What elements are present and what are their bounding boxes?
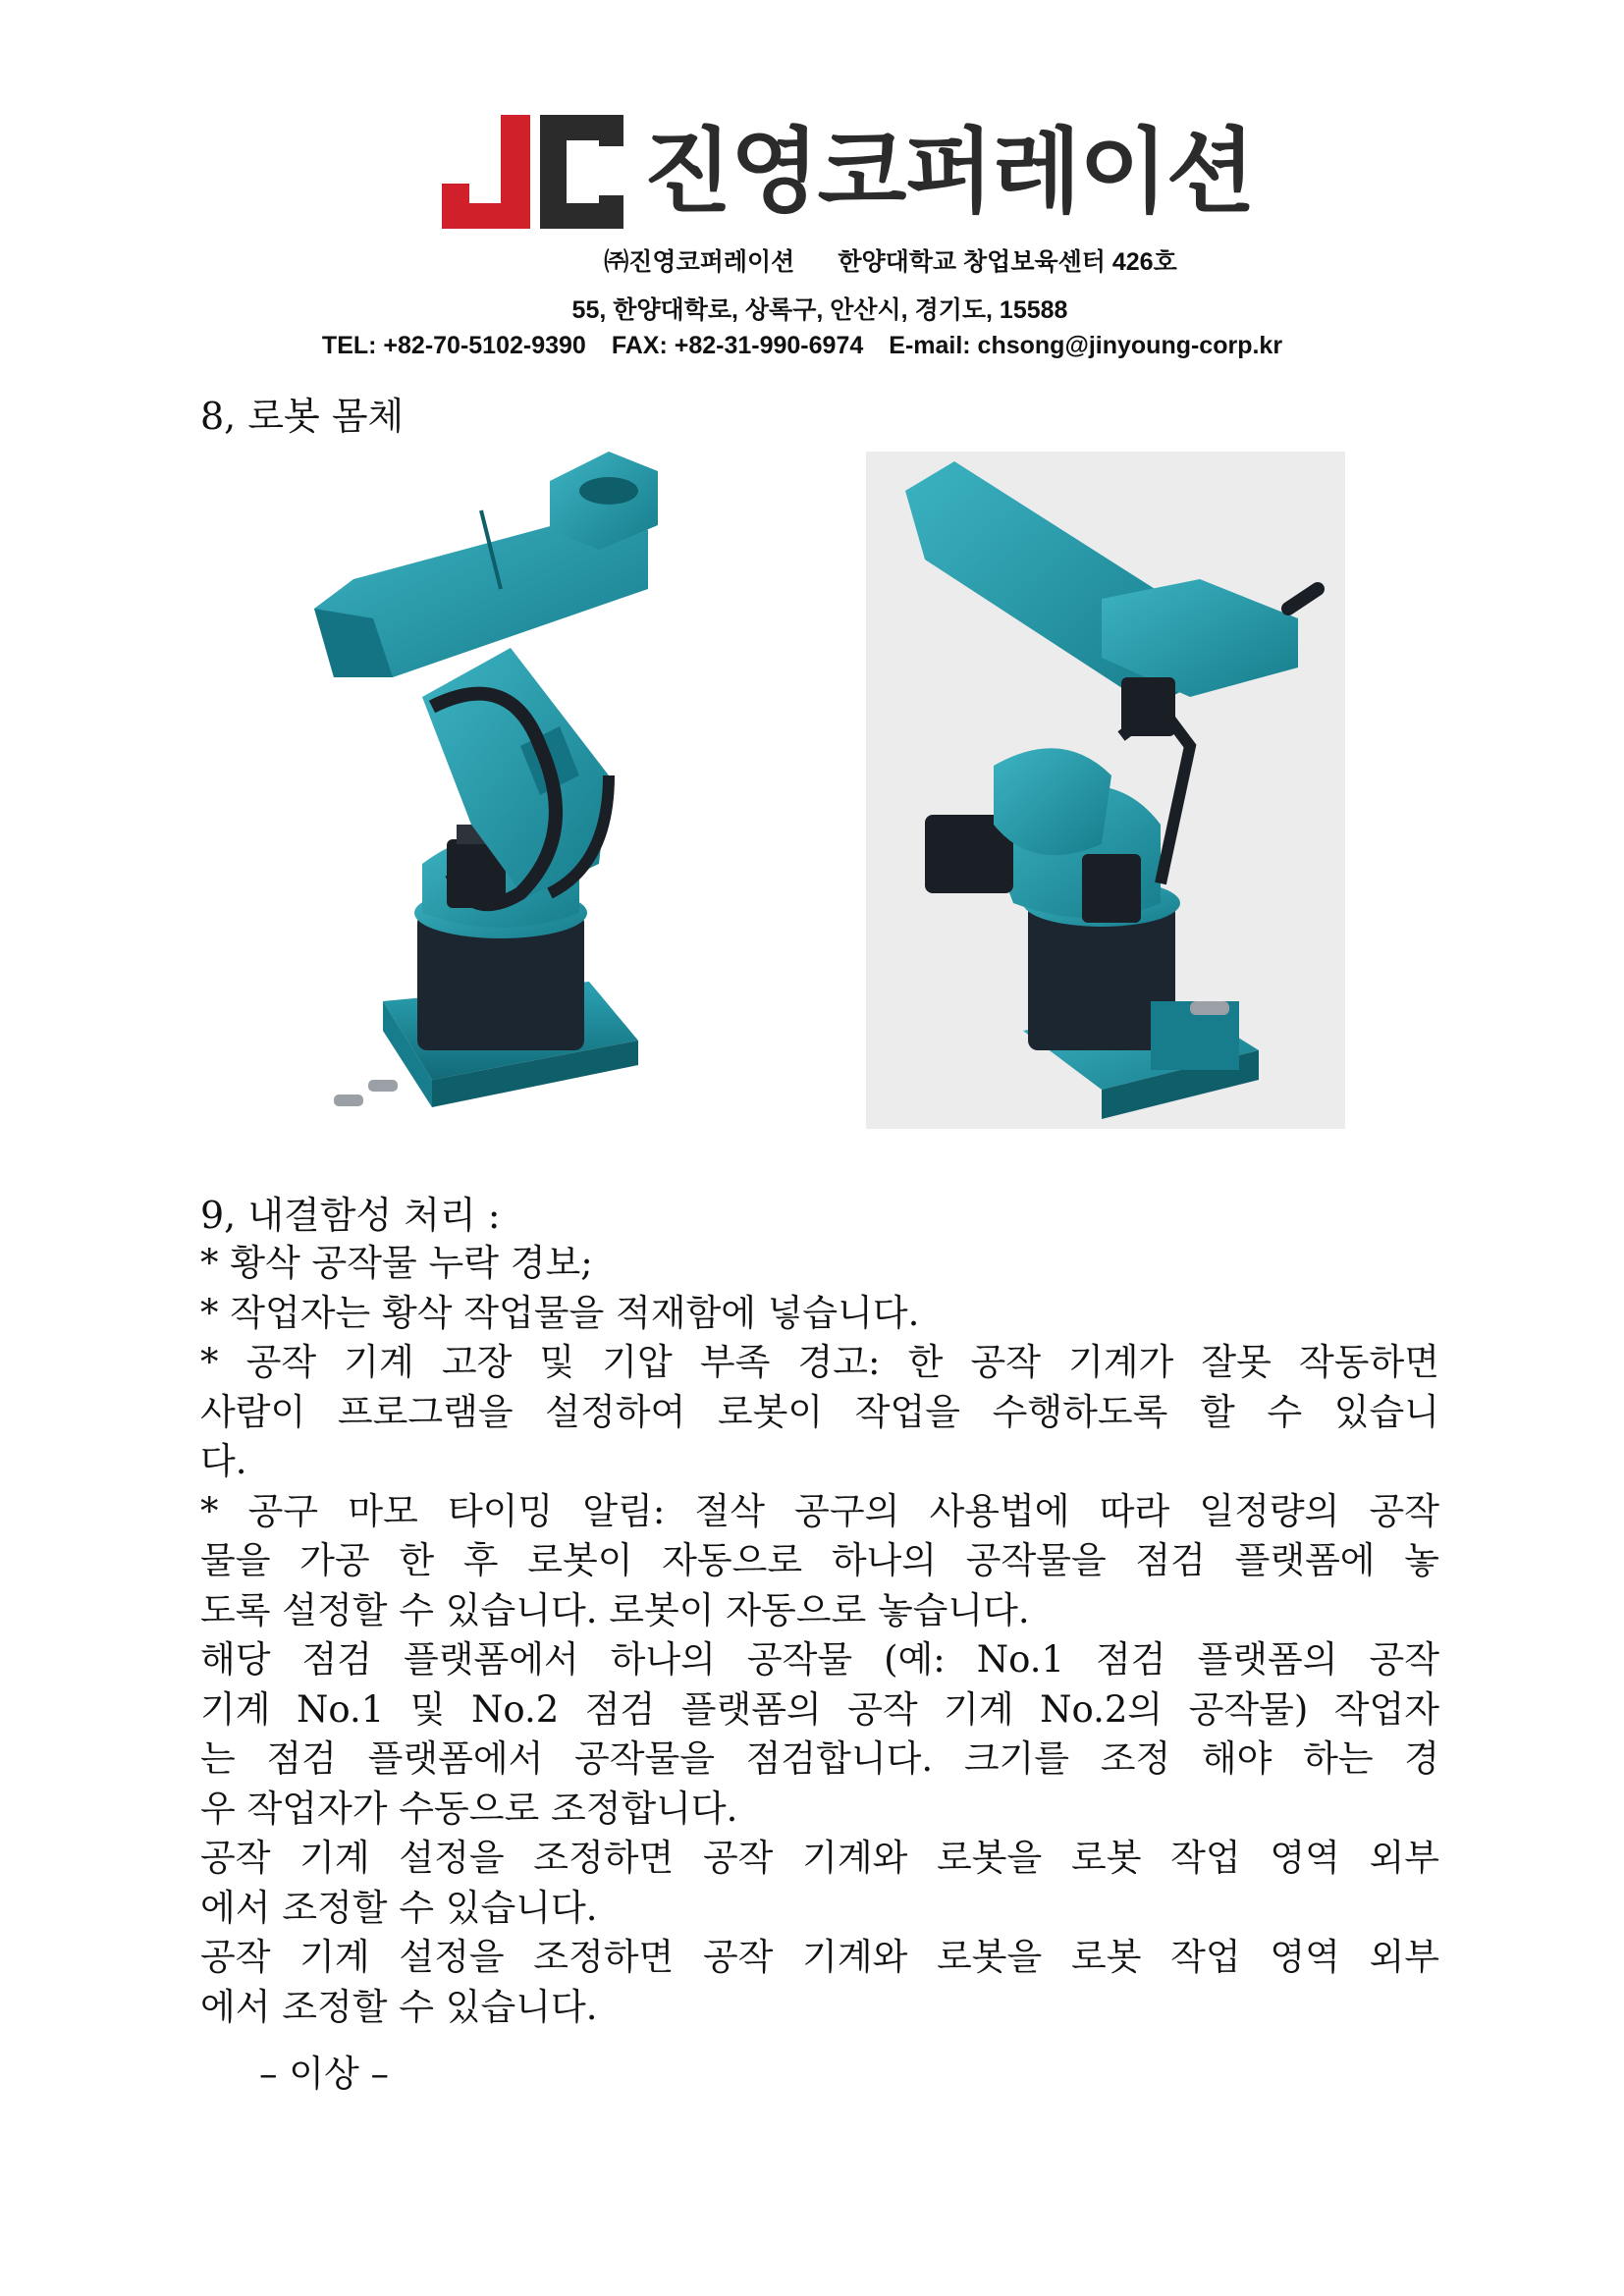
body-line: 해당 점검 플랫폼에서 하나의 공작물 (예: No.1 점검 플랫폼의 공작	[200, 1638, 1439, 1681]
address-line-1	[79, 242, 1624, 278]
robot-body-image-left	[314, 452, 805, 1148]
address-line-2: 55, 한양대학로, 상록구, 안산시, 경기도, 15588	[571, 296, 1068, 324]
section-9-body	[200, 1239, 1439, 2032]
contact-line	[0, 332, 1614, 360]
body-line: 다.	[200, 1440, 247, 1482]
body-line: 는 점검 플랫폼에서 공작물을 점검합니다. 크기를 조정 해야 하는 경	[200, 1737, 1439, 1780]
company-logo-text: 진영코퍼레이션	[643, 119, 1254, 226]
body-line: 도록 설정할 수 있습니다. 로봇이 자동으로 놓습니다.	[200, 1588, 1030, 1631]
body-line: * 작업자는 황삭 작업물을 적재함에 넣습니다.	[200, 1291, 920, 1334]
body-line: 공작 기계 설정을 조정하면 공작 기계와 로봇을 로봇 작업 영역 외부	[200, 1837, 1439, 1879]
body-line: * 공작 기계 고장 및 기압 부족 경고: 한 공작 기계가 잘못 작동하면	[200, 1341, 1439, 1383]
closing-mark: – 이상 –	[259, 2053, 390, 2095]
body-line: * 황삭 공작물 누락 경보;	[200, 1242, 593, 1284]
body-line: 에서 조정할 수 있습니다.	[200, 1985, 598, 2028]
body-line: 에서 조정할 수 있습니다.	[200, 1886, 598, 1929]
email-address: E-mail: chsong@jinyoung-corp.kr	[889, 332, 1283, 359]
company-name: ㈜진영코퍼레이션	[604, 248, 795, 276]
body-line: 물을 가공 한 후 로봇이 자동으로 하나의 공작물을 점검 플랫폼에 놓	[200, 1539, 1439, 1581]
body-line: 기계 No.1 및 No.2 점검 플랫폼의 공작 기계 No.2의 공작물) 작업자	[200, 1687, 1439, 1731]
body-line: * 공구 마모 타이밍 알림: 절삭 공구의 사용법에 따라 일정량의 공작	[200, 1489, 1439, 1532]
section-8-title: 8, 로봇 몸체	[200, 395, 405, 438]
body-line: 우 작업자가 수동으로 조정합니다.	[200, 1787, 738, 1830]
company-logo	[432, 113, 1254, 236]
body-line: 공작 기계 설정을 조정하면 공작 기계와 로봇을 로봇 작업 영역 외부	[200, 1936, 1439, 1978]
body-line: 사람이 프로그램을 설정하여 로봇이 작업을 수행하도록 할 수 있습니	[200, 1390, 1439, 1433]
fax-number: FAX: +82-31-990-6974	[611, 332, 864, 359]
office-location: 한양대학교 창업보육센터 426호	[838, 248, 1177, 276]
jc-logo-mark	[432, 113, 628, 231]
robot-body-image-right	[866, 452, 1345, 1129]
section-9-title: 9, 내결함성 처리 :	[200, 1194, 501, 1237]
tel-number: TEL: +82-70-5102-9390	[321, 332, 586, 359]
